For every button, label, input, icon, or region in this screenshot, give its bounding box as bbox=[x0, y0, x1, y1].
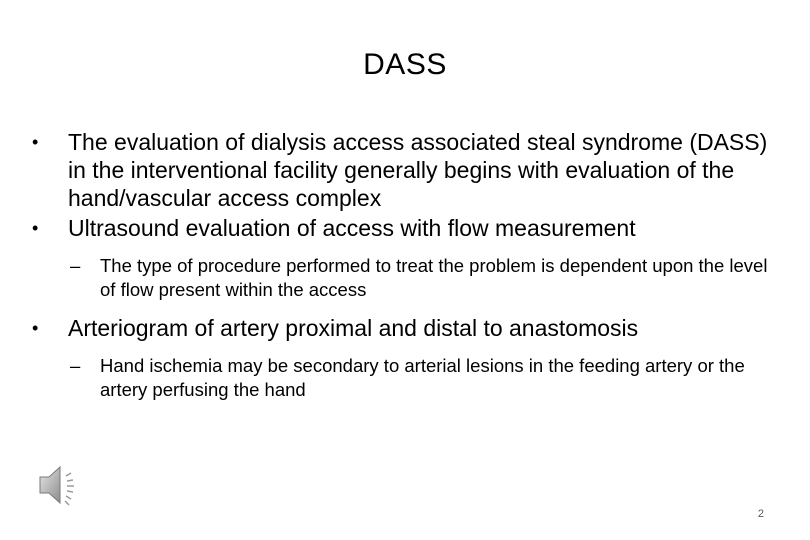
bullet-item bbox=[28, 128, 778, 212]
speaker-icon[interactable] bbox=[36, 462, 88, 508]
bullet-text: The evaluation of dialysis access associated steal syndrome (DASS) in the interventional facility generally begins with evaluation of the hand/vascular access complex bbox=[68, 129, 768, 211]
bullet-item bbox=[28, 314, 778, 342]
slide-content bbox=[28, 128, 778, 402]
bullet-marker: • bbox=[32, 218, 39, 238]
bullet-text: Arteriogram of artery proximal and distal to anastomosis bbox=[68, 315, 639, 341]
sub-bullet-text: Hand ischemia may be secondary to arterial lesions in the feeding artery or the artery perfusing the hand bbox=[100, 355, 745, 400]
page-number: 2 bbox=[757, 508, 764, 520]
sub-bullet-marker: – bbox=[70, 255, 81, 276]
bullet-marker: • bbox=[32, 318, 39, 338]
bullet-text: Ultrasound evaluation of access with flow measurement bbox=[68, 215, 636, 241]
bullet-marker: • bbox=[32, 132, 39, 152]
sub-bullet-item bbox=[28, 254, 778, 302]
sub-bullet-text: The type of procedure performed to treat the problem is dependent upon the level of flow present within the access bbox=[100, 255, 768, 300]
sub-bullet-item bbox=[28, 354, 778, 402]
bullet-item bbox=[28, 214, 778, 242]
slide-title: DASS bbox=[363, 48, 447, 81]
sub-bullet-marker: – bbox=[70, 355, 81, 376]
